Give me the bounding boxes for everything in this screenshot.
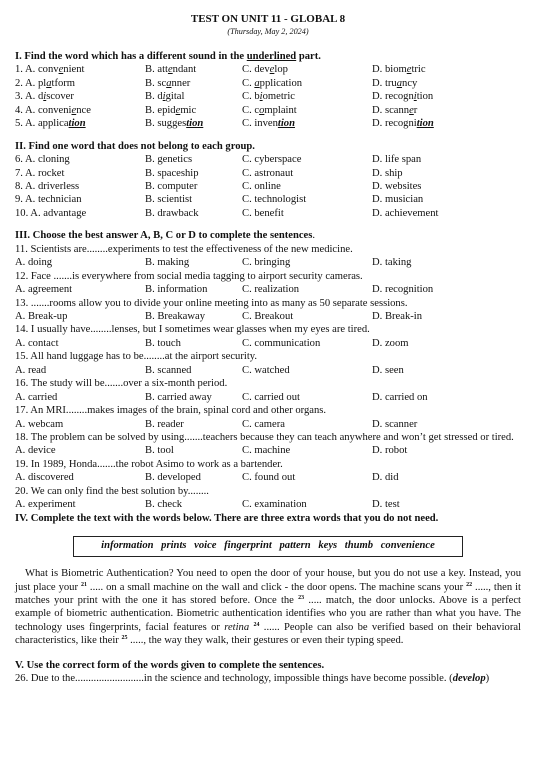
- word-box: information prints voice fingerprint pattern keys thumb convenience: [73, 536, 463, 557]
- question-text: 11. Scientists are........experiments to test the effectiveness of the new medicine.: [15, 243, 353, 255]
- option-text: pplication: [259, 77, 303, 89]
- passage-text: ..... on a small machine on the wall and click - the door opens. The machine scans your: [86, 581, 467, 593]
- option: [145, 77, 190, 90]
- option: [242, 117, 295, 130]
- answer-option: D. test: [372, 499, 400, 511]
- underlined-sound: a: [254, 77, 260, 89]
- underlined-sound: a: [396, 77, 403, 89]
- option-text: D. recogn: [372, 91, 414, 103]
- answer-option: B. carried away: [145, 391, 212, 403]
- answer-options: [15, 283, 521, 296]
- option: C. cyberspace: [242, 154, 302, 166]
- answer-option: D. recognition: [372, 284, 434, 296]
- underlined-sound: i: [413, 91, 417, 103]
- option-text: D. tru: [372, 77, 397, 89]
- option: 10. A. advantage: [15, 207, 87, 219]
- answer-option: D. robot: [372, 445, 408, 457]
- option-text: B. epid: [145, 104, 176, 116]
- option-text: C. inven: [242, 118, 278, 130]
- option: [15, 77, 75, 90]
- option-text: lop: [274, 64, 288, 76]
- option-text: tion: [416, 91, 434, 103]
- option-text: 2. A. pl: [15, 77, 47, 89]
- answer-option: C. realization: [242, 284, 300, 296]
- question-text: 20. We can only find the best solution by........: [15, 485, 209, 497]
- option: [372, 117, 434, 130]
- option: [145, 90, 184, 103]
- option: [242, 90, 295, 103]
- answer-option: C. carried out: [242, 391, 300, 403]
- option: D. achievement: [372, 207, 439, 219]
- answer-options: [15, 337, 521, 350]
- section-3-title-text: III. Choose the best answer A, B, C or D to complete the sentences: [15, 230, 313, 242]
- question-row: [15, 90, 521, 103]
- option: B. computer: [145, 180, 198, 192]
- answer-option: B. making: [145, 257, 190, 269]
- answer-option: B. information: [145, 284, 208, 296]
- answer-option: C. bringing: [242, 257, 291, 269]
- answer-options: [15, 418, 521, 431]
- answer-option: A. contact: [15, 337, 59, 349]
- option-text: B. att: [145, 64, 168, 76]
- answer-option: D. Break-in: [372, 310, 423, 322]
- answer-option: C. camera: [242, 418, 285, 430]
- option: 7. A. rocket: [15, 167, 65, 179]
- option-text: C. dev: [242, 64, 270, 76]
- question-26: [15, 672, 521, 685]
- option: [15, 117, 86, 130]
- option-text: B. d: [145, 91, 163, 103]
- worksheet: [15, 13, 521, 686]
- answer-option: B. developed: [145, 472, 201, 484]
- option-text: ncy: [402, 77, 418, 89]
- underlined-sound: e: [269, 64, 275, 76]
- option: D. musician: [372, 194, 424, 206]
- gap-number: 24: [253, 621, 260, 628]
- option: D. websites: [372, 180, 422, 192]
- question-text: 19. In 1989, Honda.......the robot Asimo to work as a bartender.: [15, 458, 283, 470]
- option-text: ndant: [172, 64, 197, 76]
- answer-option: B. reader: [145, 418, 184, 430]
- passage-italic-word: retina: [224, 621, 250, 633]
- section-2-rows: [15, 153, 521, 220]
- answer-option: B. Breakaway: [145, 310, 206, 322]
- option-text: scover: [46, 91, 74, 103]
- answer-options: [15, 444, 521, 457]
- passage-text: ..... match, the door unlocks. Above is a perfect example of biometric authentication. Biometric authentication identifies who you are rather than what you have. The technology uses fingerprints, facial features or: [15, 595, 521, 633]
- underlined-sound: e: [71, 104, 77, 116]
- answer-option: D. taking: [372, 257, 412, 269]
- option-text: 5. A. applica: [15, 118, 69, 130]
- passage-text: What is Biometric Authentication? You need to open the door of your house, but you do not use a key. Instead, you just place your: [15, 568, 521, 593]
- question-row: [15, 63, 521, 76]
- option: D. ship: [372, 167, 403, 179]
- gap-number: 23: [298, 595, 305, 601]
- option-text: ometric: [262, 91, 295, 103]
- underlined-sound: a: [46, 77, 52, 89]
- question-text: 26. Due to the..........................in the science and technology, impossible things have become possible. (: [15, 673, 453, 685]
- answer-option: A. device: [15, 445, 56, 457]
- option: C. astronaut: [242, 167, 294, 179]
- option: C. benefit: [242, 207, 284, 219]
- question-row: [15, 153, 521, 166]
- answer-option: D. seen: [372, 364, 404, 376]
- answer-option: C. examination: [242, 499, 307, 511]
- question-text: 13. .......rooms allow you to divide your online meeting into as many as 50 separate sessions.: [15, 297, 408, 309]
- option-text: gital: [165, 91, 185, 103]
- option-text: mic: [180, 104, 197, 116]
- answer-option: C. machine: [242, 445, 291, 457]
- option: [145, 117, 203, 130]
- option-text: D. biom: [372, 64, 407, 76]
- answer-option: D. did: [372, 472, 399, 484]
- underlined-sound: tion: [416, 118, 434, 130]
- gap-number: 25: [121, 635, 128, 642]
- option: D. life span: [372, 154, 422, 166]
- section-3-title: [15, 229, 521, 242]
- underlined-sound: o: [259, 104, 265, 116]
- option: C. technologist: [242, 194, 307, 206]
- answer-option: D. carried on: [372, 391, 428, 403]
- answer-options: [15, 498, 521, 511]
- passage-text: ....., then it matches your print with the one it has stored before. Once the: [15, 581, 521, 606]
- answer-option: C. watched: [242, 364, 290, 376]
- question-row: [15, 180, 521, 193]
- option-text: r: [413, 104, 418, 116]
- question-text: 17. An MRI........makes images of the brain, spinal cord and other organs.: [15, 405, 327, 417]
- answer-options: [15, 256, 521, 269]
- answer-option: B. check: [145, 499, 183, 511]
- answer-options: [15, 310, 521, 323]
- answer-option: A. Break-up: [15, 310, 68, 322]
- option: B. genetics: [145, 154, 193, 166]
- underlined-sound: e: [175, 104, 181, 116]
- option-text: nce: [76, 104, 91, 116]
- answer-option: A. carried: [15, 391, 58, 403]
- section-1-title-text: I. Find the word which has a different sound in the: [15, 51, 247, 62]
- answer-option: C. communication: [242, 337, 321, 349]
- section-5-title: V. Use the correct form of the words given to complete the sentences.: [15, 659, 325, 671]
- option: [242, 77, 302, 90]
- option-text: C.: [242, 77, 255, 89]
- option: [145, 63, 196, 76]
- passage-text: ....., the way they walk, their gestures or even their typing speed.: [127, 635, 404, 647]
- answer-option: B. touch: [145, 337, 181, 349]
- underlined-sound: tion: [186, 118, 204, 130]
- option-text: mplaint: [264, 104, 297, 116]
- answer-option: A. agreement: [15, 284, 73, 296]
- answer-option: B. tool: [145, 445, 174, 457]
- question-row: [15, 167, 521, 180]
- option-text: C. c: [242, 104, 260, 116]
- underlined-sound: e: [406, 64, 412, 76]
- gap-number: 21: [80, 581, 87, 588]
- answer-option: A. experiment: [15, 499, 76, 511]
- answer-options: [15, 364, 521, 377]
- section-2-title: II. Find one word that does not belong to each group.: [15, 140, 255, 152]
- option: 9. A. technician: [15, 194, 82, 206]
- reading-passage: [15, 567, 521, 648]
- answer-option: D. zoom: [372, 337, 409, 349]
- underlined-sound: e: [409, 104, 414, 116]
- question-row: [15, 104, 521, 117]
- question-text-end: ): [485, 673, 490, 685]
- section-3-questions: [15, 243, 521, 512]
- page-date: (Thursday, May 2, 2024): [227, 27, 309, 36]
- option-text: 3. A. d: [15, 91, 44, 103]
- underlined-sound: e: [167, 64, 173, 76]
- option: [15, 63, 84, 76]
- option: [15, 104, 91, 117]
- option-text: 1. A. conv: [15, 64, 59, 76]
- option: B. spaceship: [145, 167, 199, 179]
- answer-option: C. Breakout: [242, 310, 294, 322]
- underlined-sound: tion: [68, 118, 86, 130]
- option-text: D. scann: [372, 104, 410, 116]
- given-word: develop: [452, 673, 486, 685]
- option-text: C. b: [242, 91, 260, 103]
- option-text: tric: [411, 64, 426, 76]
- option: [372, 104, 417, 117]
- option-text: 4. A. conveni: [15, 104, 72, 116]
- option-text: nient: [63, 64, 85, 76]
- question-text: 14. I usually have........lenses, but I sometimes wear glasses when my eyes are tired.: [15, 324, 370, 336]
- answer-option: C. found out: [242, 472, 296, 484]
- option: [242, 104, 297, 117]
- section-1-title: [15, 50, 521, 63]
- underlined-sound: a: [166, 77, 172, 89]
- question-row: [15, 207, 521, 220]
- answer-option: A. read: [15, 364, 47, 376]
- option: [372, 63, 426, 76]
- option-text: tform: [51, 77, 76, 89]
- section-1-title-end: part.: [296, 51, 321, 62]
- answer-option: A. webcam: [15, 418, 64, 430]
- option: 6. A. cloning: [15, 154, 70, 166]
- underlined-sound: tion: [277, 118, 295, 130]
- question-row: [15, 117, 521, 130]
- section-1-title-underlined: underlined: [246, 51, 297, 62]
- underlined-sound: i: [259, 91, 263, 103]
- option: B. scientist: [145, 194, 193, 206]
- section-1-rows: [15, 63, 521, 130]
- option: [372, 77, 417, 90]
- option: [145, 104, 196, 117]
- underlined-sound: i: [162, 91, 166, 103]
- page-title: TEST ON UNIT 11 - GLOBAL 8: [190, 13, 346, 25]
- option-text: B. sugges: [145, 118, 187, 130]
- answer-options: [15, 471, 521, 484]
- option: 8. A. driverless: [15, 180, 80, 192]
- option: [15, 90, 74, 103]
- section-4-title: IV. Complete the text with the words below. There are three extra words that you do not need.: [15, 512, 439, 524]
- section-3-title-end: .: [312, 230, 316, 242]
- option-text: D. recogni: [372, 118, 417, 130]
- option: [372, 90, 433, 103]
- question-text: 18. The problem can be solved by using.......teachers because they can teach anywhere and won’t get stressed or tired.: [15, 431, 514, 443]
- question-row: [15, 193, 521, 206]
- gap-number: 22: [466, 581, 473, 588]
- question-row: [15, 77, 521, 90]
- question-text: 15. All hand luggage has to be........at the airport security.: [15, 351, 258, 363]
- question-text: 12. Face .......is everywhere from social media tagging to airport security cameras.: [15, 270, 363, 282]
- option: B. drawback: [145, 207, 199, 219]
- answer-option: B. scanned: [145, 364, 192, 376]
- answer-options: [15, 391, 521, 404]
- option-text: B. sc: [145, 77, 167, 89]
- option-text: nner: [171, 77, 191, 89]
- option: C. online: [242, 180, 281, 192]
- question-text: 16. The study will be.......over a six-month period.: [15, 378, 228, 390]
- answer-option: A. doing: [15, 257, 53, 269]
- answer-option: A. discovered: [15, 472, 74, 484]
- underlined-sound: i: [43, 91, 47, 103]
- underlined-sound: e: [58, 64, 64, 76]
- passage-text: ...... People can also be verified based on their behavioral characteristics, like their: [15, 621, 521, 647]
- option: [242, 63, 288, 76]
- answer-option: D. scanner: [372, 418, 418, 430]
